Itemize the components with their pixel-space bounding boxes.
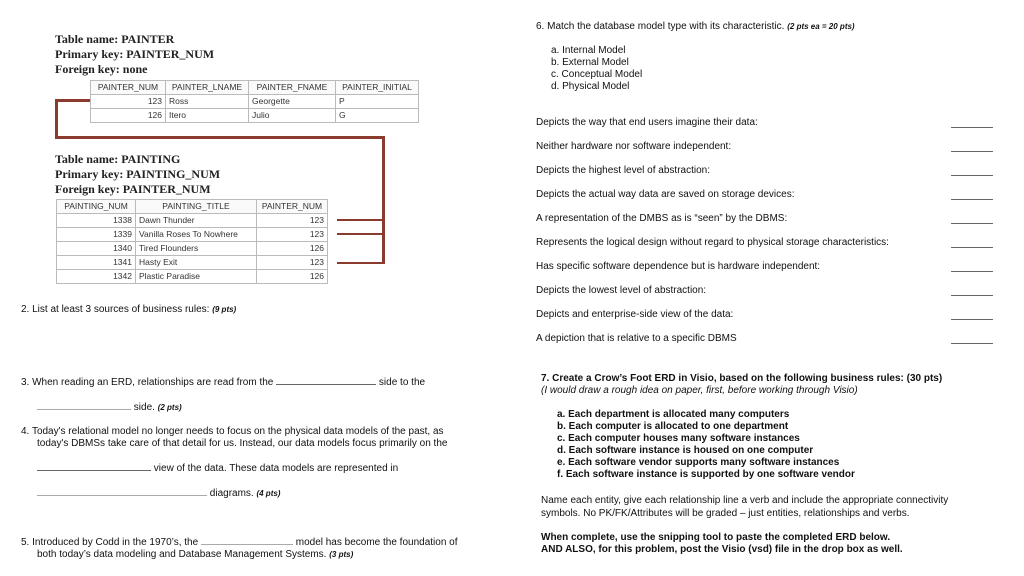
option-item: a. Internal Model — [551, 45, 626, 56]
question-3-line-1 — [21, 377, 425, 388]
business-rule: f. Each software instance is supported by one software vendor — [557, 469, 855, 480]
match-answer-blank[interactable] — [951, 175, 993, 176]
column-header: PAINTER_FNAME — [249, 81, 336, 95]
question-3-text-2: side to the — [378, 377, 426, 388]
table-row — [91, 95, 419, 109]
painter-foreign-key: Foreign key: none — [55, 62, 148, 76]
question-4-line-3 — [37, 463, 398, 474]
question-2-points: (9 pts) — [212, 305, 237, 314]
match-item: Depicts the actual way data are saved on storage devices: — [536, 189, 795, 200]
table-cell: 126 — [257, 270, 328, 284]
question-6-text: 6. Match the database model type with its characteristic. — [536, 21, 785, 32]
connector-line — [337, 262, 384, 264]
question-5-points: (3 pts) — [329, 550, 354, 559]
table-cell: Ross — [166, 95, 249, 109]
question-2 — [21, 304, 236, 315]
table-header-row — [57, 200, 328, 214]
match-item: Depicts the way that end users imagine their data: — [536, 117, 758, 128]
table-cell: 1342 — [57, 270, 136, 284]
match-answer-blank[interactable] — [951, 295, 993, 296]
table-cell: 1340 — [57, 242, 136, 256]
table-row — [57, 242, 328, 256]
match-answer-blank[interactable] — [951, 127, 993, 128]
painting-table-name: Table name: PAINTING — [55, 152, 181, 166]
column-header: PAINTER_INITIAL — [336, 81, 419, 95]
match-answer-blank[interactable] — [951, 199, 993, 200]
question-5-text-3: both today’s data modeling and Database Management Systems. — [37, 549, 327, 560]
table-cell: 126 — [91, 109, 166, 123]
table-row — [57, 228, 328, 242]
table-row — [57, 214, 328, 228]
table-cell: Plastic Paradise — [136, 270, 257, 284]
table-cell: 1339 — [57, 228, 136, 242]
question-2-text: 2. List at least 3 sources of business rules: — [21, 304, 210, 315]
question-7-note-2: symbols. No PK/FK/Attributes will be graded – just entities, relationships and verbs. — [541, 508, 910, 519]
match-item: Depicts the highest level of abstraction: — [536, 165, 710, 176]
question-6-points: (2 pts ea = 20 pts) — [787, 22, 855, 31]
question-4-line-1: 4. Today's relational model no longer needs to focus on the physical data models of the past, as — [21, 426, 444, 437]
answer-blank[interactable] — [201, 544, 293, 545]
table-cell: Julio — [249, 109, 336, 123]
table-cell: P — [336, 95, 419, 109]
question-6-options — [551, 45, 642, 93]
table-row — [57, 256, 328, 270]
business-rule: e. Each software vendor supports many software instances — [557, 457, 840, 468]
table-cell: Itero — [166, 109, 249, 123]
table-cell: Vanilla Roses To Nowhere — [136, 228, 257, 242]
column-header: PAINTER_NUM — [91, 81, 166, 95]
business-rule: a. Each department is allocated many computers — [557, 409, 790, 420]
table-cell: 123 — [257, 228, 328, 242]
question-4-points: (4 pts) — [256, 489, 281, 498]
question-5-text-2: model has become the foundation of — [295, 537, 458, 548]
table-cell: Tired Flounders — [136, 242, 257, 256]
business-rule: c. Each computer houses many software instances — [557, 433, 800, 444]
table-cell: Dawn Thunder — [136, 214, 257, 228]
question-5-line-1 — [21, 537, 458, 548]
painting-table — [56, 199, 328, 284]
question-6-title — [536, 21, 855, 32]
table-cell: Georgette — [249, 95, 336, 109]
question-3-text-3: side. — [133, 402, 155, 413]
question-7-final-2: AND ALSO, for this problem, post the Visio (vsd) file in the drop box as well. — [541, 544, 903, 555]
table-row — [57, 270, 328, 284]
connector-line — [56, 99, 90, 102]
connector-line — [382, 136, 385, 264]
business-rule: b. Each computer is allocated to one department — [557, 421, 789, 432]
table-cell: 1338 — [57, 214, 136, 228]
match-answer-blank[interactable] — [951, 343, 993, 344]
question-3-line-2 — [37, 402, 182, 413]
match-item: A depiction that is relative to a specific DBMS — [536, 333, 737, 344]
match-item: A representation of the DMBS as is “seen” by the DBMS: — [536, 213, 788, 224]
table-cell: 1341 — [57, 256, 136, 270]
table-row — [91, 109, 419, 123]
match-item: Depicts the lowest level of abstraction: — [536, 285, 707, 296]
answer-blank[interactable] — [37, 409, 131, 410]
column-header: PAINTER_LNAME — [166, 81, 249, 95]
painter-primary-key: Primary key: PAINTER_NUM — [55, 47, 215, 61]
option-item: d. Physical Model — [551, 81, 630, 92]
business-rules-list — [557, 409, 855, 481]
question-3-text-1: 3. When reading an ERD, relationships are read from the — [21, 377, 274, 388]
table-cell: 123 — [91, 95, 166, 109]
table-cell: 123 — [257, 256, 328, 270]
question-4-text-4: diagrams. — [209, 488, 254, 499]
question-4-line-2: today's DBMSs take care of that detail for us. Instead, our data models focus primarily on the — [37, 438, 448, 449]
question-5-text-1: 5. Introduced by Codd in the 1970’s, the — [21, 537, 199, 548]
table-cell: 126 — [257, 242, 328, 256]
answer-blank[interactable] — [276, 384, 376, 385]
answer-blank[interactable] — [37, 495, 207, 496]
table-cell: Hasty Exit — [136, 256, 257, 270]
match-item: Represents the logical design without regard to physical storage characteristics: — [536, 237, 889, 248]
table-cell: 123 — [257, 214, 328, 228]
connector-line — [55, 136, 384, 139]
match-item: Neither hardware nor software independent: — [536, 141, 732, 152]
table-cell: G — [336, 109, 419, 123]
option-item: b. External Model — [551, 57, 629, 68]
match-answer-blank[interactable] — [951, 247, 993, 248]
painter-table — [90, 80, 419, 123]
question-4-line-4 — [37, 488, 280, 499]
business-rule: d. Each software instance is housed on one computer — [557, 445, 814, 456]
question-7-subtitle: (I would draw a rough idea on paper, first, before working through Visio) — [541, 385, 858, 396]
match-answer-blank[interactable] — [951, 271, 993, 272]
question-7-note-1: Name each entity, give each relationship line a verb and include the appropriate connectivity — [541, 495, 949, 506]
match-item: Has specific software dependence but is hardware independent: — [536, 261, 821, 272]
answer-blank[interactable] — [37, 470, 151, 471]
match-answer-blank[interactable] — [951, 151, 993, 152]
match-item: Depicts and enterprise-side view of the data: — [536, 309, 734, 320]
question-4-text-3: view of the data. These data models are represented in — [153, 463, 399, 474]
table-header-row — [91, 81, 419, 95]
painting-foreign-key: Foreign key: PAINTER_NUM — [55, 182, 211, 196]
question-5-line-2 — [37, 549, 353, 560]
column-header: PAINTING_NUM — [57, 200, 136, 214]
question-7-final-1: When complete, use the snipping tool to paste the completed ERD below. — [541, 532, 891, 543]
match-answer-blank[interactable] — [951, 223, 993, 224]
connector-line — [337, 233, 384, 235]
connector-line — [55, 99, 58, 138]
connector-line — [337, 219, 384, 221]
column-header: PAINTING_TITLE — [136, 200, 257, 214]
match-answer-blank[interactable] — [951, 319, 993, 320]
painter-table-name: Table name: PAINTER — [55, 32, 175, 46]
question-3-points: (2 pts) — [157, 403, 182, 412]
painting-primary-key: Primary key: PAINTING_NUM — [55, 167, 221, 181]
column-header: PAINTER_NUM — [257, 200, 328, 214]
option-item: c. Conceptual Model — [551, 69, 643, 80]
question-7-title: 7. Create a Crow’s Foot ERD in Visio, based on the following business rules: (30 pts) — [541, 373, 943, 384]
